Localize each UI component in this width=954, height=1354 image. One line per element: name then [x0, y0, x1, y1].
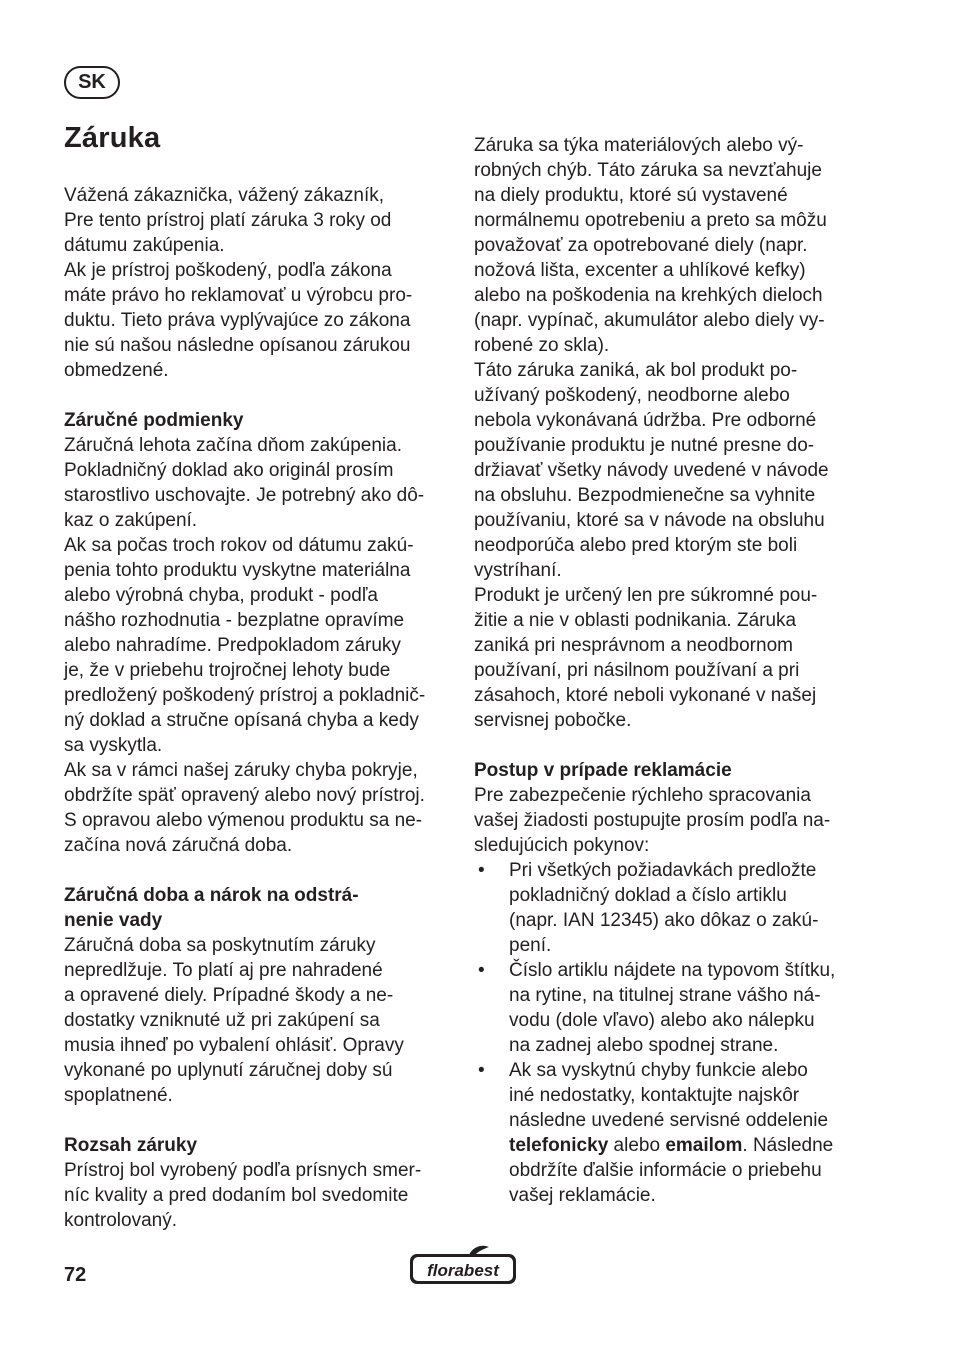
text-line: začína nová záručná doba.	[64, 835, 293, 856]
paragraph-gap	[64, 1108, 454, 1133]
text-line: Pokladničný doklad ako originál prosím	[64, 460, 394, 481]
text-line: Prístroj bol vyrobený podľa prísnych smer-	[64, 1160, 422, 1181]
bullet-icon: •	[478, 860, 485, 881]
text-segment: na zadnej alebo spodnej strane.	[509, 1035, 779, 1056]
paragraph-gap	[64, 858, 454, 883]
text-segment: vodu (dole vľavo) alebo ako nálepku	[509, 1010, 815, 1031]
list-item-line	[509, 1183, 864, 1208]
text-segment: alebo	[608, 1135, 666, 1156]
text-line: Záruka sa týka materiálových alebo vý-	[474, 135, 804, 156]
list-item-line	[509, 1133, 864, 1158]
instruction-list	[474, 858, 864, 1208]
text-line: považovať za opotrebované diely (napr.	[474, 235, 808, 256]
text-line: máte právo ho reklamovať u výrobcu pro-	[64, 285, 413, 306]
text-line: kaz o zakúpení.	[64, 510, 198, 531]
text-line: Táto záruka zaniká, ak bol produkt po-	[474, 360, 798, 381]
text-line: servisnej pobočke.	[474, 710, 632, 731]
text-line: kontrolovaný.	[64, 1210, 178, 1231]
text-line: na obsluhu. Bezpodmienečne sa vyhnite	[474, 485, 816, 506]
text-line: nožová lišta, excenter a uhlíkové kefky)	[474, 260, 806, 281]
right-column	[474, 133, 864, 1208]
text-line: duktu. Tieto práva vyplývajúce zo zákona	[64, 310, 411, 331]
list-item-line	[509, 1058, 864, 1083]
text-line: zaniká pri nesprávnom a neodbornom	[474, 635, 793, 656]
list-item-line	[509, 958, 864, 983]
text-line: dátumu zakúpenia.	[64, 235, 225, 256]
text-line: je, že v priebehu trojročnej lehoty bude	[64, 660, 391, 681]
text-line: používaní, pri násilnom používaní a pri	[474, 660, 800, 681]
paragraph-gap	[64, 383, 454, 408]
section-heading: nenie vady	[64, 910, 163, 931]
list-item-line	[509, 1033, 864, 1058]
text-line: Záručná lehota začína dňom zakúpenia.	[64, 435, 402, 456]
text-segment: obdržíte ďalšie informácie o priebehu	[509, 1160, 822, 1181]
text-line: dostatky vzniknuté už pri zakúpení sa	[64, 1010, 380, 1031]
text-line: obdržíte späť opravený alebo nový prístroj.	[64, 785, 425, 806]
text-line: alebo výrobná chyba, produkt - podľa	[64, 585, 378, 606]
page-number: 72	[64, 1264, 87, 1286]
text-line: spoplatnené.	[64, 1085, 173, 1106]
text-line: S opravou alebo výmenou produktu sa ne-	[64, 810, 423, 831]
text-segment: Číslo artiklu nájdete na typovom štítku,	[509, 960, 836, 981]
text-segment: pokladničný doklad a číslo artiklu	[509, 885, 787, 906]
florabest-logo	[407, 1245, 519, 1287]
text-segment: Pri všetkých požiadavkách predložte	[509, 860, 817, 881]
text-line: starostlivo uschovajte. Je potrebný ako dô-	[64, 485, 425, 506]
text-line: penia tohto produktu vyskytne materiálna	[64, 560, 411, 581]
text-line: a opravené diely. Prípadné škody a ne-	[64, 985, 394, 1006]
text-line: Ak sa počas troch rokov od dátumu zakú-	[64, 535, 414, 556]
text-line: Vážená zákaznička, vážený zákazník,	[64, 185, 385, 206]
text-line: Pre tento prístroj platí záruka 3 roky od	[64, 210, 392, 231]
list-item-line	[509, 858, 864, 883]
text-line: vykonané po uplynutí záručnej doby sú	[64, 1060, 393, 1081]
text-segment: následne uvedené servisné oddelenie	[509, 1110, 829, 1131]
text-line: obmedzené.	[64, 360, 169, 381]
list-item	[474, 958, 864, 1058]
page-title: Záruka	[64, 122, 161, 154]
list-item-line	[509, 983, 864, 1008]
section-heading: Záručná doba a nárok na odstrá-	[64, 885, 359, 906]
text-line: níc kvality a pred dodaním bol svedomite	[64, 1185, 409, 1206]
text-line: musia ihneď po vybalení ohlásiť. Opravy	[64, 1035, 404, 1056]
text-line: zásahoch, ktoré neboli vykonané v našej	[474, 685, 817, 706]
text-line: Produkt je určený len pre súkromné pou-	[474, 585, 818, 606]
text-line: užívaný poškodený, neodborne alebo	[474, 385, 790, 406]
text-segment: pení.	[509, 935, 552, 956]
emphasis-text: emailom	[665, 1135, 743, 1156]
text-line: žitie a nie v oblasti podnikania. Záruka	[474, 610, 797, 631]
text-line: predložený poškodený prístroj a pokladnič-	[64, 685, 426, 706]
text-segment: vašej reklamácie.	[509, 1185, 656, 1206]
svg-text:florabest: florabest	[427, 1261, 499, 1280]
text-line: nášho rozhodnutia - bezplatne opravíme	[64, 610, 405, 631]
right-column-text	[474, 133, 864, 858]
text-line: robných chýb. Táto záruka sa nevzťahuje	[474, 160, 822, 181]
list-item-line	[509, 1108, 864, 1133]
language-badge: SK	[64, 66, 120, 99]
emphasis-text: telefonicky	[509, 1135, 609, 1156]
section-heading: Postup v prípade reklamácie	[474, 760, 732, 781]
section-heading: Záručné podmienky	[64, 410, 244, 431]
text-line: ný doklad a stručne opísaná chyba a kedy	[64, 710, 419, 731]
text-line: držiavať všetky návody uvedené v návode	[474, 460, 829, 481]
text-segment: . Následne	[742, 1135, 834, 1156]
text-line: Záručná doba sa poskytnutím záruky	[64, 935, 376, 956]
left-column	[64, 183, 454, 1233]
text-line: normálnemu opotrebeniu a preto sa môžu	[474, 210, 827, 231]
text-line: sa vyskytla.	[64, 735, 163, 756]
text-line: sledujúcich pokynov:	[474, 835, 650, 856]
list-item-line	[509, 1008, 864, 1033]
section-heading: Rozsah záruky	[64, 1135, 198, 1156]
text-line: alebo na poškodenia na krehkých dieloch	[474, 285, 823, 306]
text-line: Pre zabezpečenie rýchleho spracovania	[474, 785, 811, 806]
list-item	[474, 1058, 864, 1208]
list-item-line	[509, 1158, 864, 1183]
text-line: Ak je prístroj poškodený, podľa zákona	[64, 260, 392, 281]
text-line: používanie produktu je nutné presne do-	[474, 435, 815, 456]
text-line: (napr. vypínač, akumulátor alebo diely vy-	[474, 310, 825, 331]
text-segment: iné nedostatky, kontaktujte najskôr	[509, 1085, 800, 1106]
text-line: vašej žiadosti postupujte prosím podľa na-	[474, 810, 831, 831]
text-line: neodporúča alebo pred ktorým ste boli	[474, 535, 798, 556]
list-item-line	[509, 883, 864, 908]
text-segment: Ak sa vyskytnú chyby funkcie alebo	[509, 1060, 808, 1081]
paragraph-gap	[474, 733, 864, 758]
text-line: nepredlžuje. To platí aj pre nahradené	[64, 960, 383, 981]
list-item-line	[509, 933, 864, 958]
text-line: na diely produktu, ktoré sú vystavené	[474, 185, 788, 206]
list-item	[474, 858, 864, 958]
text-line: alebo nahradíme. Predpokladom záruky	[64, 635, 401, 656]
text-line: používaniu, ktoré sa v návode na obsluhu	[474, 510, 825, 531]
text-line: vystríhaní.	[474, 560, 562, 581]
text-line: nebola vykonávaná údržba. Pre odborné	[474, 410, 817, 431]
bullet-icon: •	[478, 960, 485, 981]
list-item-line	[509, 1083, 864, 1108]
bullet-icon: •	[478, 1060, 485, 1081]
text-line: Ak sa v rámci našej záruky chyba pokryje,	[64, 760, 418, 781]
text-line: robené zo skla).	[474, 335, 610, 356]
text-segment: (napr. IAN 12345) ako dôkaz o zakú-	[509, 910, 819, 931]
text-segment: na rytine, na titulnej strane vášho ná-	[509, 985, 821, 1006]
text-line: nie sú našou následne opísanou zárukou	[64, 335, 411, 356]
list-item-line	[509, 908, 864, 933]
